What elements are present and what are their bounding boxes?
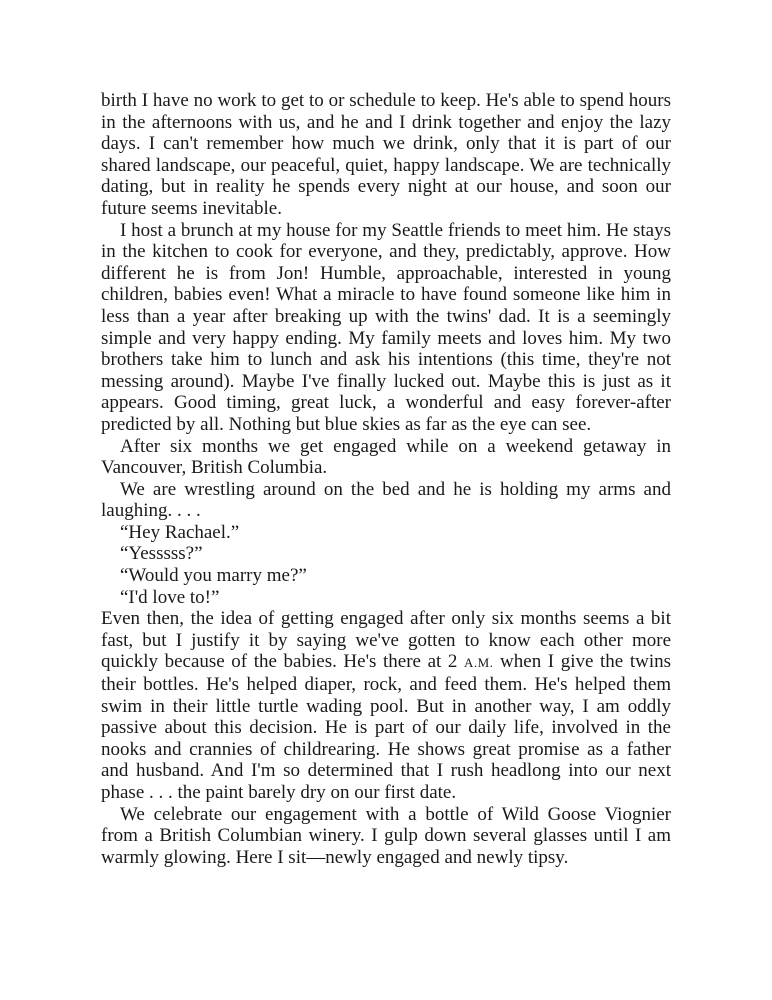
dialog-line: “Hey Rachael.” (120, 521, 240, 543)
dialog-line: “Would you marry me?” (120, 565, 307, 587)
paragraph-even-then (101, 608, 671, 803)
text-after-time: when I give the twins their bottles. He's helped diaper, rock, and feed them. He's helped them swim in their little turtle wading pool. But in another way, I am oddly passive about this decision. He is part of our daily life, involved in the nooks and crannies of childrearing. He shows great promise as a father and husband. And I'm so determined that I rush headlong into our next phase . . . the paint barely dry on our first date. (101, 651, 672, 803)
time-am-smallcaps: A.M. (463, 655, 494, 671)
book-page-body (101, 90, 671, 868)
paragraph-brunch: I host a brunch at my house for my Seattle friends to meet him. He stays in the kitchen to cook for everyone, and they, predictably, approve. How different he is from Jon! Humble, approachable, interested in young children, babies even! What a miracle to have found someone like him in less than a year after breaking up with the twins' dad. It is a seemingly simple and very happy ending. My family meets and loves him. My two brothers take him to lunch and ask his intentions (this time, they're not messing around). Maybe I've finally lucked out. Maybe this is just as it appears. Good timing, great luck, a wonderful and easy forever-after predicted by all. Nothing but blue skies as far as the eye can see. (101, 219, 671, 435)
paragraph-continued: birth I have no work to get to or schedule to keep. He's able to spend hours in the afternoons with us, and he and I drink together and enjoy the lazy days. I can't remember how much we drink, only that it is part of our shared landscape, our peaceful, quiet, happy landscape. We are technically dating, but in reality he spends every night at our house, and soon our future seems inevitable. (101, 90, 671, 219)
paragraph-wrestling: We are wrestling around on the bed and he is holding my arms and laughing. . . . (101, 478, 671, 522)
paragraph-celebrate: We celebrate our engagement with a bottle of Wild Goose Viognier from a British Columbian winery. I gulp down several glasses until I am warmly glowing. Here I sit—newly engaged and newly tipsy. (101, 803, 671, 868)
dialog-line: “Yesssss?” (120, 543, 203, 565)
dialog-line: “I'd love to!” (120, 586, 220, 608)
paragraph-engagement: After six months we get engaged while on a weekend getaway in Vancouver, British Columbia. (101, 435, 671, 479)
text-before-time: Even then, the idea of getting engaged after only six months seems a bit fast, but I justify it by saying we've gotten to know each other more quickly because of the babies. He's there at 2 (101, 608, 671, 673)
